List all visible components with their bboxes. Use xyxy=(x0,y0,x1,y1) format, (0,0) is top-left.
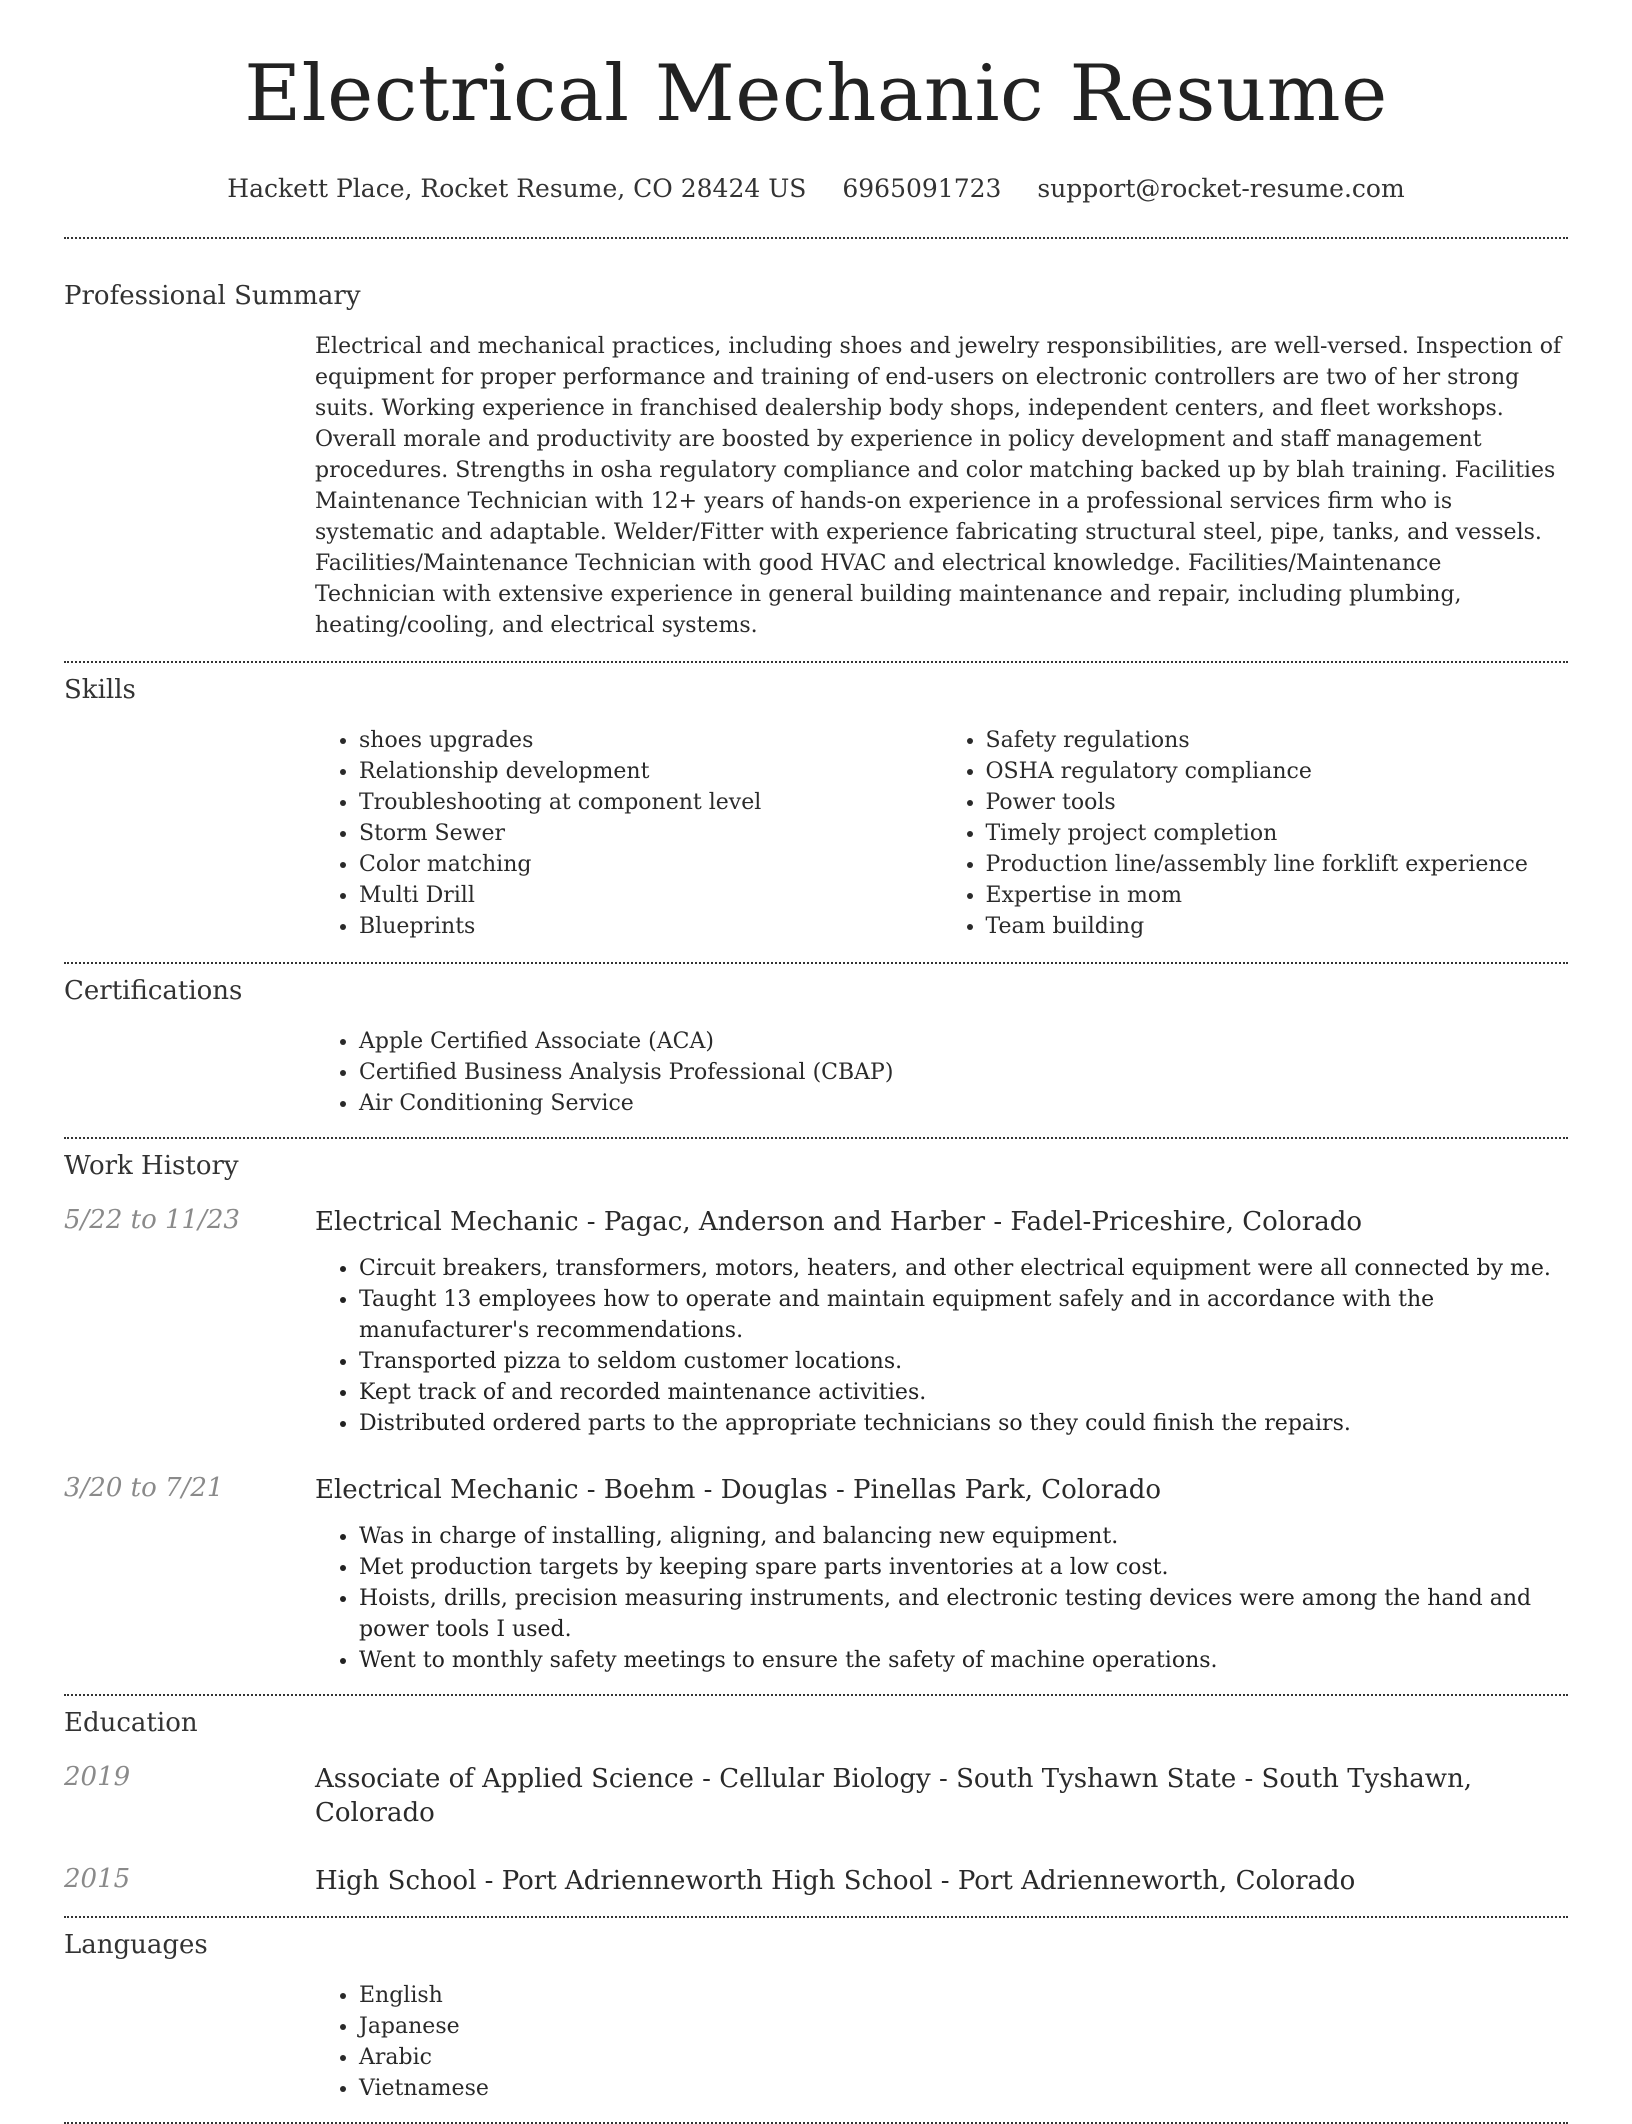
list-item: • shoes upgrades xyxy=(359,725,942,756)
list-item: • Production line/assembly line forklift experience xyxy=(986,849,1569,880)
contact-line xyxy=(64,174,1568,203)
education-heading: Associate of Applied Science - Cellular Biology - South Tyshawn State - South Tyshawn, Colorado xyxy=(315,1764,1473,1828)
section-title-summary: Professional Summary xyxy=(64,281,361,311)
contact-email: support@rocket-resume.com xyxy=(1037,174,1405,203)
skills-column-right xyxy=(942,725,1569,942)
education-heading: High School - Port Adrienneworth High School - Port Adrienneworth, Colorado xyxy=(315,1866,1356,1896)
resume-title: Electrical Mechanic Resume xyxy=(244,49,1388,139)
section-title-skills: Skills xyxy=(64,675,136,705)
list-item: • Transported pizza to seldom customer locations. xyxy=(359,1346,1568,1377)
certifications-list xyxy=(315,1026,1568,1119)
list-item: • Air Conditioning Service xyxy=(359,1088,1568,1119)
list-item: • Distributed ordered parts to the appropriate technicians so they could finish the repairs. xyxy=(359,1408,1568,1439)
languages-section xyxy=(64,1918,1568,2104)
list-item: • Met production targets by keeping spare parts inventories at a low cost. xyxy=(359,1552,1568,1583)
certifications-content xyxy=(315,1026,1568,1119)
list-item: • Relationship development xyxy=(359,756,942,787)
contact-address: Hackett Place, Rocket Resume, CO 28424 US xyxy=(227,174,807,203)
job-dates: 3/20 to 7/21 xyxy=(64,1473,224,1503)
job-heading: Electrical Mechanic - Boehm - Douglas - Pinellas Park, Colorado xyxy=(315,1475,1162,1505)
section-title-certifications: Certifications xyxy=(64,976,243,1006)
summary-content xyxy=(315,331,1568,641)
contact-phone: 6965091723 xyxy=(842,174,1002,203)
job-heading: Electrical Mechanic - Pagac, Anderson and Harber - Fadel-Priceshire, Colorado xyxy=(315,1207,1362,1237)
education-body xyxy=(315,1864,1568,1898)
job-bullets xyxy=(315,1521,1568,1676)
work-history-section xyxy=(64,1139,1568,1676)
education-body xyxy=(315,1762,1568,1830)
section-title-languages: Languages xyxy=(64,1930,208,1960)
list-item: • Arabic xyxy=(359,2042,1568,2073)
skills-list xyxy=(315,725,1568,942)
list-item: • OSHA regulatory compliance xyxy=(986,756,1569,787)
section-title-work: Work History xyxy=(64,1151,239,1181)
list-item: • Power tools xyxy=(986,787,1569,818)
list-item: • Team building xyxy=(986,911,1569,942)
list-item: • Vietnamese xyxy=(359,2073,1568,2104)
list-item: • Blueprints xyxy=(359,911,942,942)
summary-section xyxy=(64,239,1568,641)
summary-text: Electrical and mechanical practices, including shoes and jewelry responsibilities, are well-versed. Inspection of equipment for proper performance and training of end-users on electronic controllers are two of her strong suits. Working experience in franchised dealership body shops, independent centers, and fleet workshops. Overall morale and productivity are boosted by experience in policy development and staff management procedures. Strengths in osha regulatory compliance and color matching backed up by blah training. Facilities Maintenance Technician with 12+ years of hands-on experience in a professional services firm who is systematic and adaptable. Welder/Fitter with experience fabricating structural steel, pipe, tanks, and vessels. Facilities/Maintenance Technician with good HVAC and electrical knowledge. Facilities/Maintenance Technician with extensive experience in general building maintenance and repair, including plumbing, heating/cooling, and electrical systems. xyxy=(315,334,1562,638)
list-item: • Color matching xyxy=(359,849,942,880)
education-entry xyxy=(64,1762,1568,1830)
job-entry xyxy=(64,1205,1568,1439)
list-item: • Apple Certified Associate (ACA) xyxy=(359,1026,1568,1057)
list-item: • Certified Business Analysis Professional (CBAP) xyxy=(359,1057,1568,1088)
list-item: • Storm Sewer xyxy=(359,818,942,849)
skills-column-left xyxy=(315,725,942,942)
list-item: • Expertise in mom xyxy=(986,880,1569,911)
section-title-education: Education xyxy=(64,1708,198,1738)
list-item: • Safety regulations xyxy=(986,725,1569,756)
list-item: • Timely project completion xyxy=(986,818,1569,849)
education-year: 2019 xyxy=(64,1762,131,1792)
list-item: • Japanese xyxy=(359,2011,1568,2042)
skills-section xyxy=(64,663,1568,942)
education-section xyxy=(64,1696,1568,1898)
job-entry xyxy=(64,1473,1568,1676)
job-body xyxy=(315,1473,1568,1676)
job-body xyxy=(315,1205,1568,1439)
list-item: • Troubleshooting at component level xyxy=(359,787,942,818)
languages-list xyxy=(315,1980,1568,2104)
list-item: • Hoists, drills, precision measuring instruments, and electronic testing devices were among the hand and power tools I used. xyxy=(359,1583,1568,1645)
list-item: • Was in charge of installing, aligning, and balancing new equipment. xyxy=(359,1521,1568,1552)
list-item: • Multi Drill xyxy=(359,880,942,911)
resume-page xyxy=(64,0,1568,2124)
education-entry xyxy=(64,1864,1568,1898)
list-item: • Kept track of and recorded maintenance activities. xyxy=(359,1377,1568,1408)
list-item: • Circuit breakers, transformers, motors, heaters, and other electrical equipment were all connected by me. xyxy=(359,1253,1568,1284)
list-item: • Went to monthly safety meetings to ensure the safety of machine operations. xyxy=(359,1645,1568,1676)
list-item: • Taught 13 employees how to operate and maintain equipment safely and in accordance with the manufacturer's recommendations. xyxy=(359,1284,1568,1346)
languages-content xyxy=(315,1980,1568,2104)
job-bullets xyxy=(315,1253,1568,1439)
education-year: 2015 xyxy=(64,1864,131,1894)
certifications-section xyxy=(64,964,1568,1119)
job-dates: 5/22 to 11/23 xyxy=(64,1205,240,1235)
list-item: • English xyxy=(359,1980,1568,2011)
